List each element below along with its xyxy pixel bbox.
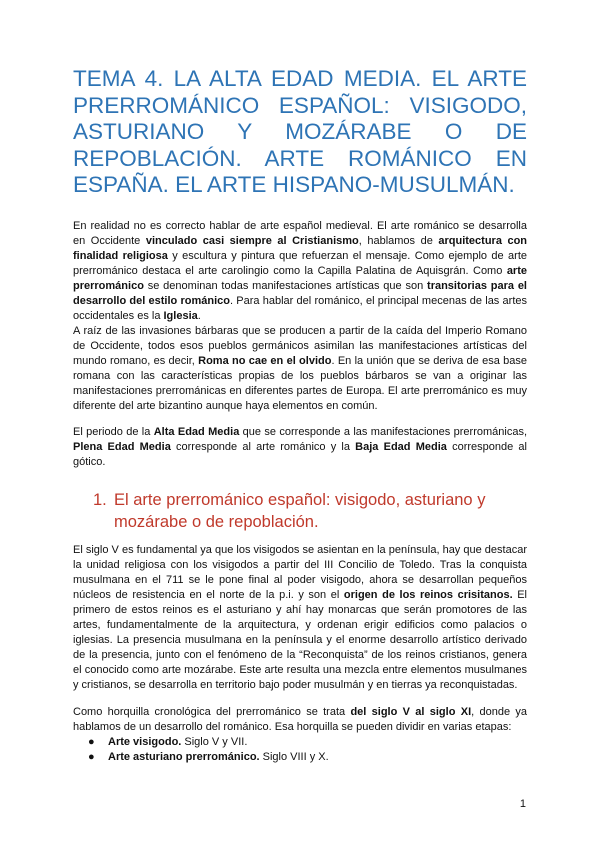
bold-run: Arte asturiano prerrománico.	[108, 750, 260, 763]
bold-run: del siglo V al siglo XI	[350, 705, 472, 718]
text-run: corresponde al gótico.	[73, 440, 527, 468]
section-number: 1.	[93, 490, 107, 509]
bullet-icon: ●	[88, 735, 95, 748]
stages-list	[73, 735, 527, 765]
bold-run: Alta Edad Media	[153, 425, 240, 438]
text-run: , hablamos de	[358, 234, 439, 247]
bold-run: transitorias para el desarrollo del estilo románico	[73, 279, 527, 307]
bold-run: Plena Edad Media	[73, 440, 171, 453]
text-run: Como horquilla cronológica del prerrománico se trata	[73, 705, 351, 718]
bullet-icon: ●	[88, 750, 95, 763]
text-run: En realidad no es correcto hablar de arte español medieval. El arte románico se desarrolla en Occidente	[73, 219, 527, 247]
bold-run: arquitectura con finalidad religiosa	[73, 234, 528, 262]
text-run: , donde ya hablamos de un desarrollo del románico. Esa horquilla se pueden dividir en varias etapas:	[73, 705, 528, 733]
text-run: . Para hablar del románico, el principal mecenas de las artes occidentales es la	[73, 294, 527, 322]
list-item	[88, 750, 527, 765]
bold-run: Arte visigodo.	[108, 735, 182, 748]
text-run: se denominan todas manifestaciones artísticas que son	[143, 279, 428, 292]
page-number: 1	[519, 798, 526, 810]
list-item	[88, 735, 527, 750]
text-run: y escultura y pintura que refuerzan el mensaje. Como ejemplo de arte prerrománico destaca el arte carolingio como la Capilla Palatina de Aquisgrán. Como	[73, 249, 527, 277]
bold-run: Roma no cae en el olvido	[198, 354, 332, 367]
bold-run: Baja Edad Media	[355, 440, 447, 453]
page-title: TEMA 4. LA ALTA EDAD MEDIA. EL ARTE PRERROMÁNICO ESPAÑOL: VISIGODO, ASTURIANO Y MOZÁRABE O DE REPOBLACIÓN. ARTE ROMÁNICO EN ESPAÑA. EL ARTE HISPANO-MUSULMÁN.	[73, 66, 527, 197]
text-run: A raíz de las invasiones bárbaras que se producen a partir de la caída del Imperio Romano de Occidente, todos esos pueblos germánicos asimilan las manifestaciones artísticas del mundo romano, es decir,	[73, 324, 527, 367]
bold-run: arte prerrománico	[73, 264, 527, 292]
invasions-paragraph	[73, 324, 527, 414]
text-run: El primero de estos reinos es el asturiano y ahí hay monarcas que serán promotores de las artes, fundamentalmente de la arquitectura, y ordenan erigir edificios como palacios o iglesias. La presencia musulmana en la península y el enorme desarrollo artístico derivado de la presencia, junto con el fenómeno de la “Reconquista” de los reinos cristianos, genera el conocido como arte mozárabe. Este arte resulta una mezcla entre elementos musulmanes y cristianos, se desarrolla en territorio bajo poder musulmán y en tierras ya reconquistadas.	[73, 588, 527, 691]
text-run: .	[197, 309, 201, 322]
chronology-paragraph	[73, 705, 527, 735]
text-run: que se corresponde a las manifestaciones prerrománicas,	[239, 425, 527, 438]
section-heading	[93, 489, 527, 533]
bold-run: vinculado casi siempre al Cristianismo	[145, 234, 359, 247]
text-run: El siglo V es fundamental ya que los visigodos se asientan en la península, hay que destacar la unidad religiosa con los visigodos a partir del III Concilio de Toledo. Tras la conquista musulmana en el 711 se le pone final al poder visigodo, ahora se desarrollan pequeños núcleos de resistencia en el norte de la p.i. y son el	[73, 543, 527, 601]
visigoths-paragraph	[73, 543, 527, 693]
bold-run: Iglesia	[163, 309, 198, 322]
text-run: El periodo de la	[73, 425, 154, 438]
section-title: El arte prerrománico español: visigodo, asturiano y mozárabe o de repoblación.	[114, 490, 486, 531]
bold-run: origen de los reinos crisitanos.	[343, 588, 513, 601]
text-run: . En la unión que se deriva de esa base romana con las características propias de los pueblos bárbaros se van a originar las manifestaciones prerrománicas en diferentes partes de Europa. El arte prerrománico es muy diferente del arte bizantino aunque haya elementos en común.	[73, 354, 527, 412]
periods-paragraph	[73, 425, 527, 470]
text-run: corresponde al arte románico y la	[170, 440, 356, 453]
text-run: Siglo VIII y X.	[259, 750, 329, 763]
intro-paragraph	[73, 219, 527, 324]
text-run: Siglo V y VII.	[181, 735, 248, 748]
